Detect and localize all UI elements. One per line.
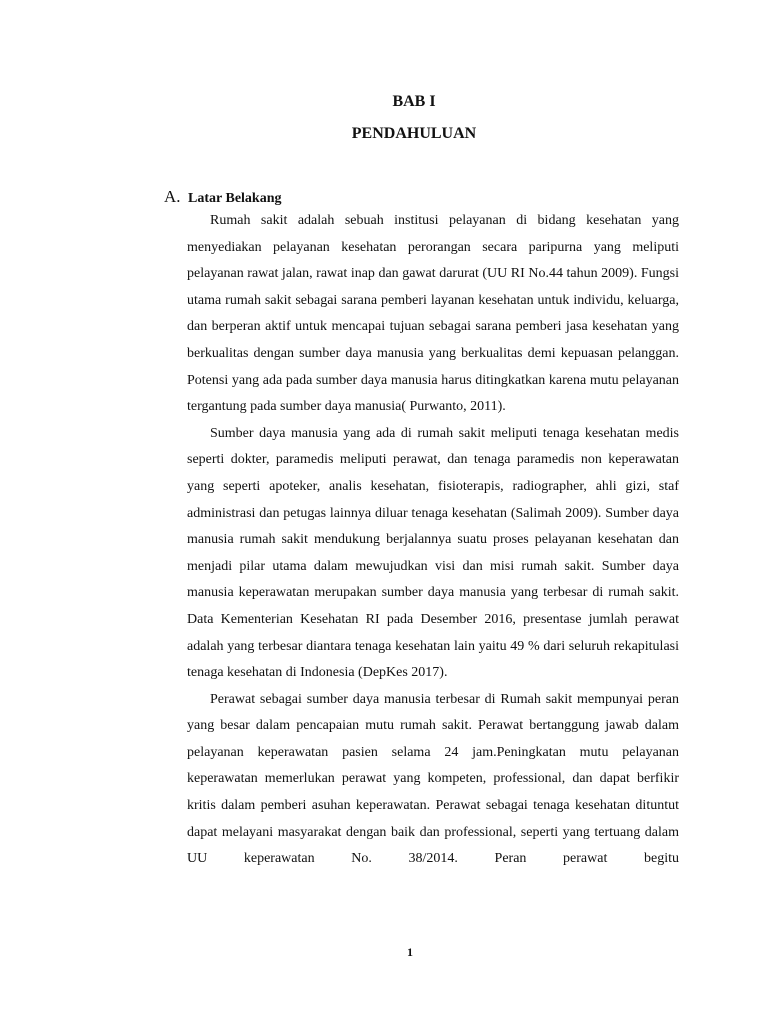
- paragraph-2: Sumber daya manusia yang ada di rumah sakit meliputi tenaga kesehatan medis seperti dokter, paramedis meliputi perawat, dan tenaga paramedis non keperawatan yang seperti apoteker, analis kesehatan, fisioterapis, radiographer, ahli gizi, staf administrasi dan petugas lainnya diluar tenaga kesehatan (Salimah 2009). Sumber daya manusia rumah sakit mendukung berjalannya suatu proses pelayanan kesehatan dan menjadi pilar utama dalam mewujudkan visi dan misi rumah sakit. Sumber daya manusia keperawatan merupakan sumber daya manusia yang terbesar di rumah sakit. Data Kementerian Kesehatan RI pada Desember 2016, presentase jumlah perawat adalah yang terbesar diantara tenaga kesehatan lain yaitu 49 % dari seluruh rekapitulasi tenaga kesehatan di Indonesia (DepKes 2017).: [187, 425, 679, 681]
- section-title: Latar Belakang: [188, 191, 282, 206]
- section-heading: [164, 187, 282, 209]
- chapter-number: BAB I: [392, 93, 436, 110]
- section-letter: A.: [164, 187, 181, 206]
- chapter-title: PENDAHULUAN: [351, 125, 477, 142]
- paragraph-3: Perawat sebagai sumber daya manusia terbesar di Rumah sakit mempunyai peran yang besar dalam pencapaian mutu rumah sakit. Perawat bertanggung jawab dalam pelayanan keperawatan pasien selama 24 jam.Peningkatan mutu pelayanan keperawatan memerlukan perawat yang kompeten, professional, dan dapat berfikir kritis dalam pemberi asuhan keperawatan. Perawat sebagai tenaga kesehatan dituntut dapat melayani masyarakat dengan baik dan professional, seperti yang tertuang dalam UU keperawatan No. 38/2014. Peran perawat begitu: [187, 691, 679, 867]
- body-text: [187, 208, 679, 873]
- paragraph-1: Rumah sakit adalah sebuah institusi pelayanan di bidang kesehatan yang menyediakan pelayanan kesehatan perorangan secara paripurna yang meliputi pelayanan rawat jalan, rawat inap dan gawat darurat (UU RI No.44 tahun 2009). Fungsi utama rumah sakit sebagai sarana pemberi layanan kesehatan untuk individu, keluarga, dan berperan aktif untuk mencapai tujuan sebagai sarana pemberi jasa kesehatan yang berkualitas dengan sumber daya manusia yang berkualitas demi kepuasan pelanggan. Potensi yang ada pada sumber daya manusia harus ditingkatkan karena mutu pelayanan tergantung pada sumber daya manusia( Purwanto, 2011).: [187, 213, 679, 415]
- page-number: 1: [407, 945, 413, 959]
